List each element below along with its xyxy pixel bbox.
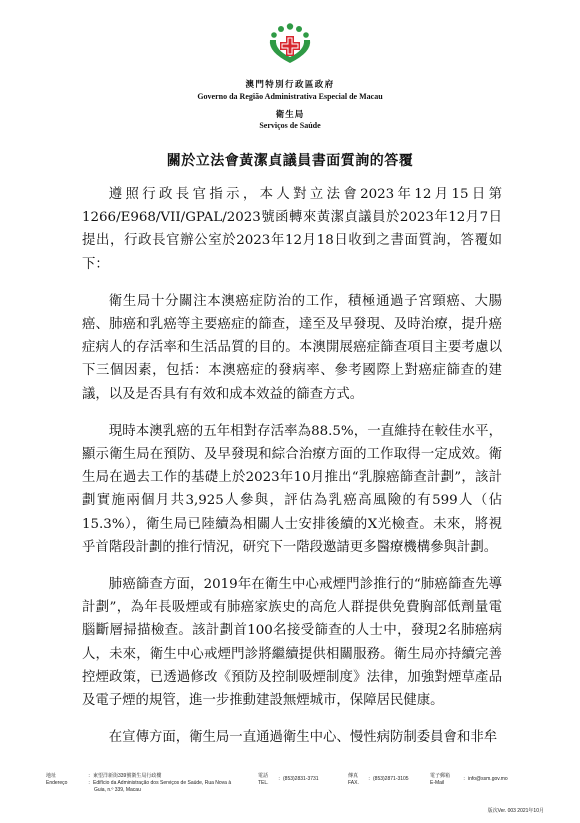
- phone-number: ：(853)2831-3731: [278, 776, 319, 782]
- fax-number: ：(853)2871-3105: [368, 776, 409, 782]
- phone-label-pt: TEL.: [258, 780, 269, 786]
- email-label-cn: 電子郵箱: [430, 773, 451, 779]
- document-body: [82, 183, 502, 763]
- paragraph-cancer-screening: 衛生局十分關注本澳癌症防治的工作，積極通過子宮頸癌、大腸癌、肺癌和乳癌等主要癌症的篩查，達至及早發現、及時治療，提升癌症病人的存活率和生活品質的目的。本澳開展癌症篩查項目主要考慮以下三個因素，包括：本澳癌症的發病率、參考國際上對癌症篩查的建議，以及是否具有有效和成本效益的篩查方式。: [82, 293, 502, 402]
- page-footer: [0, 770, 580, 820]
- department-name-chinese: 衛生局: [275, 110, 305, 120]
- government-name-chinese: 澳門特別行政區政府: [245, 80, 335, 90]
- document-title: 關於立法會黃潔貞議員書面質詢的答覆: [166, 153, 414, 169]
- form-version: 版次Ver. 003 2021年10月: [487, 808, 544, 814]
- address-label-cn: 地址: [46, 773, 57, 779]
- email-label-pt: E-Mail: [430, 780, 445, 786]
- health-bureau-logo: [265, 22, 315, 64]
- department-name-portuguese: Serviços de Saúde: [259, 121, 321, 130]
- address-cn: ：東望洋新街339號衛生局行政樓: [88, 773, 162, 779]
- fax-label-cn: 傳真: [348, 773, 359, 779]
- paragraph-lung-cancer: 肺癌篩查方面，2019年在衛生中心戒煙門診推行的“肺癌篩查先導計劃”，為年長吸煙或有肺癌家族史的高危人群提供免費胸部低劑量電腦斷層掃描檢查。該計劃首100名接受篩查的人士中，發現2名肺癌病人，未來，衛生中心戒煙門診將繼續提供相關服務。衛生局亦持續完善控煙政策，已透過修改《預防及控制吸煙制度》法律，加強對煙草產品及電子煙的規管，進一步推動建設無煙城市，保障居民健康。: [82, 577, 502, 709]
- paragraph-intro: 遵照行政長官指示，本人對立法會2023年12月15日第1266/E968/VII/GPAL/2023號函轉來黃潔貞議員於2023年12月7日提出，行政長官辦公室於2023年12月18日收到之書面質詢，答覆如下：: [82, 187, 502, 272]
- email-address[interactable]: ：info@ssm.gov.mo: [463, 776, 508, 782]
- address-label-pt: Endereço: [46, 780, 68, 786]
- government-name-portuguese: Governo da Região Administrativa Especial de Macau: [197, 92, 383, 101]
- address-pt-line2: Guia, n.º 339, Macau: [94, 787, 141, 793]
- paragraph-promotion: 在宣傳方面，衛生局一直通過衛生中心、慢性病防制委員會和非牟: [108, 730, 498, 746]
- phone-label-cn: 電話: [258, 773, 269, 779]
- paragraph-breast-cancer: 現時本澳乳癌的五年相對存活率為88.5%，一直維持在較佳水平，顯示衛生局在預防、及早發現和綜合治療方面的工作取得一定成效。衛生局在過去工作的基礎上於2023年10月推出“乳腺癌篩查計劃”，該計劃實施兩個月共3,925人參與，評估為乳癌高風險的有599人（佔15.3%），衛生局已陸續為相關人士安排後續的X光檢查。未來，將視乎首階段計劃的推行情況，研究下一階段邀請更多醫療機構參與計劃。: [82, 423, 502, 555]
- fax-label-pt: FAX.: [348, 780, 359, 786]
- address-pt-line1: ：Edifício da Administração dos Serviços de Saúde, Rua Nova à: [88, 780, 232, 786]
